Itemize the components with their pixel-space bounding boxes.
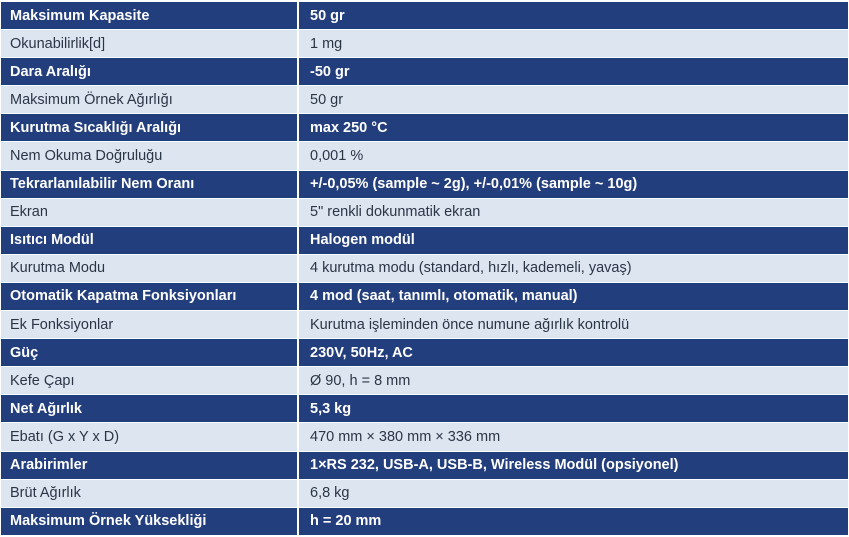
- spec-label: Kurutma Sıcaklığı Aralığı: [1, 114, 298, 142]
- spec-value: max 250 °C: [298, 114, 848, 142]
- spec-value: Halogen modül: [298, 226, 848, 254]
- spec-value: 1×RS 232, USB-A, USB-B, Wireless Modül (opsiyonel): [298, 451, 848, 479]
- spec-label: Maksimum Örnek Ağırlığı: [1, 86, 298, 114]
- spec-value: 5,3 kg: [298, 395, 848, 423]
- spec-label: Maksimum Örnek Yüksekliği: [1, 507, 298, 535]
- table-row: [1, 395, 848, 423]
- spec-value: Ø 90, h = 8 mm: [298, 367, 848, 395]
- spec-value: 5" renkli dokunmatik ekran: [298, 198, 848, 226]
- table-row: [1, 254, 848, 282]
- specifications-table: [1, 1, 848, 536]
- spec-label: Maksimum Kapasite: [1, 2, 298, 30]
- spec-value: Kurutma işleminden önce numune ağırlık kontrolü: [298, 311, 848, 339]
- spec-label: Kefe Çapı: [1, 367, 298, 395]
- spec-label: Güç: [1, 339, 298, 367]
- table-row: [1, 311, 848, 339]
- spec-label: Dara Aralığı: [1, 58, 298, 86]
- spec-label: Arabirimler: [1, 451, 298, 479]
- table-row: [1, 367, 848, 395]
- spec-value: 0,001 %: [298, 142, 848, 170]
- table-row: [1, 479, 848, 507]
- spec-value: 50 gr: [298, 2, 848, 30]
- table-row: [1, 226, 848, 254]
- table-row: [1, 170, 848, 198]
- spec-value: 470 mm × 380 mm × 336 mm: [298, 423, 848, 451]
- spec-value: 1 mg: [298, 30, 848, 58]
- table-row: [1, 114, 848, 142]
- table-row: [1, 142, 848, 170]
- spec-label: Ekran: [1, 198, 298, 226]
- spec-value: -50 gr: [298, 58, 848, 86]
- spec-label: Ebatı (G x Y x D): [1, 423, 298, 451]
- table-row: [1, 86, 848, 114]
- spec-label: Kurutma Modu: [1, 254, 298, 282]
- table-row: [1, 451, 848, 479]
- spec-value: 50 gr: [298, 86, 848, 114]
- table-row: [1, 30, 848, 58]
- spec-value: 4 mod (saat, tanımlı, otomatik, manual): [298, 282, 848, 310]
- table-row: [1, 58, 848, 86]
- table-row: [1, 282, 848, 310]
- spec-value: 230V, 50Hz, AC: [298, 339, 848, 367]
- spec-value: 4 kurutma modu (standard, hızlı, kademeli, yavaş): [298, 254, 848, 282]
- spec-value: 6,8 kg: [298, 479, 848, 507]
- spec-label: Isıtıcı Modül: [1, 226, 298, 254]
- table-row: [1, 339, 848, 367]
- table-row: [1, 198, 848, 226]
- spec-value: +/-0,05% (sample ~ 2g), +/-0,01% (sample ~ 10g): [298, 170, 848, 198]
- table-row: [1, 2, 848, 30]
- spec-label: Nem Okuma Doğruluğu: [1, 142, 298, 170]
- spec-label: Okunabilirlik[d]: [1, 30, 298, 58]
- spec-label: Tekrarlanılabilir Nem Oranı: [1, 170, 298, 198]
- spec-label: Brüt Ağırlık: [1, 479, 298, 507]
- spec-label: Otomatik Kapatma Fonksiyonları: [1, 282, 298, 310]
- spec-value: h = 20 mm: [298, 507, 848, 535]
- table-row: [1, 507, 848, 535]
- spec-label: Net Ağırlık: [1, 395, 298, 423]
- table-row: [1, 423, 848, 451]
- spec-label: Ek Fonksiyonlar: [1, 311, 298, 339]
